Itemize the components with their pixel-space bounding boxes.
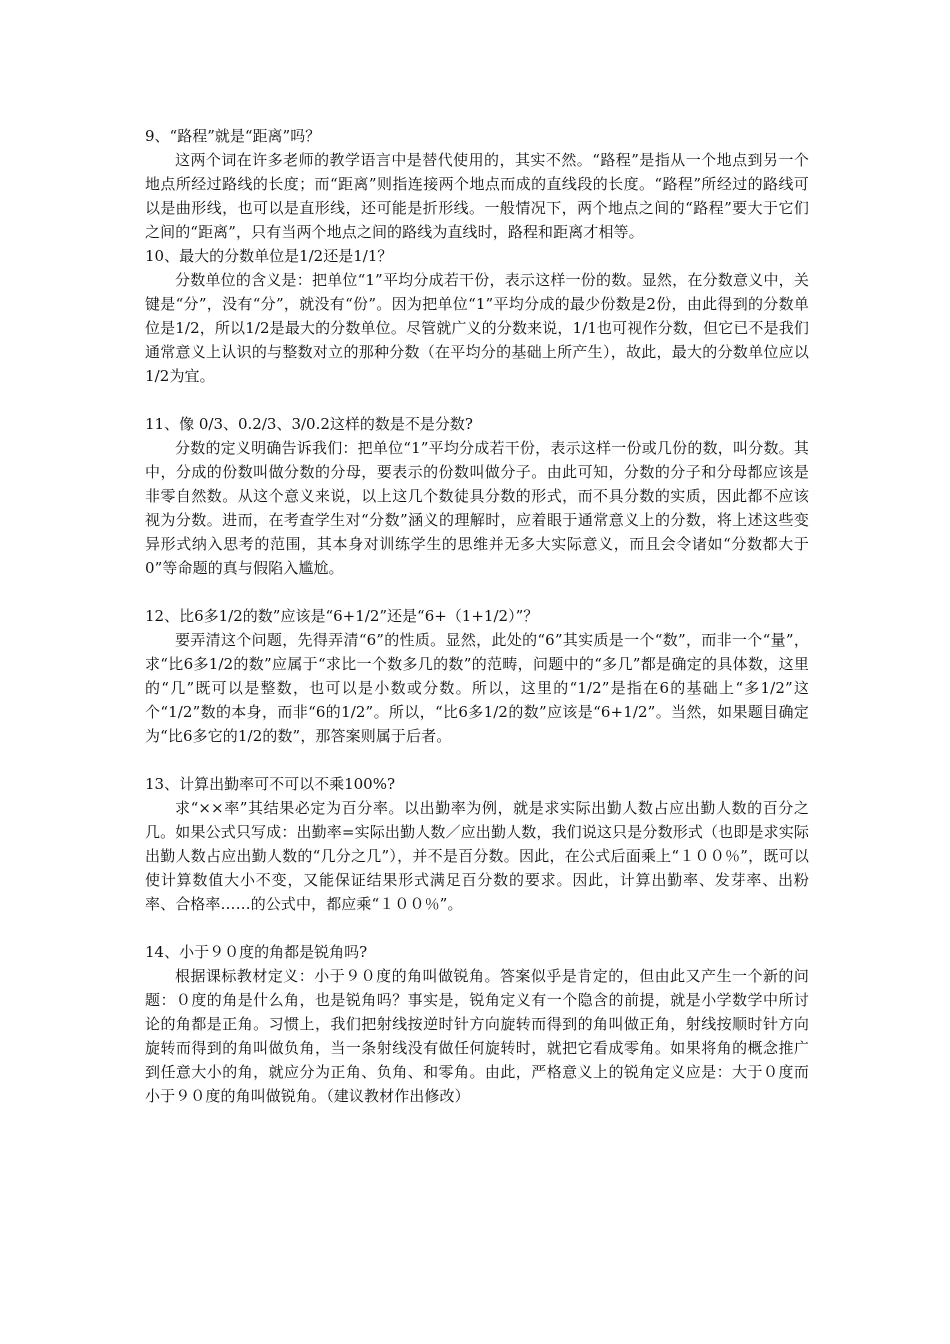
- question-title: 10、最大的分数单位是1/2还是1/1？: [145, 247, 393, 265]
- question-title: 12、比6多1/2的数”应该是“6+1/2”还是“6+（1+1/2）”？: [145, 607, 539, 625]
- section-spacer: [145, 916, 809, 940]
- question-title: 13、计算出勤率可不可以不乘100%?: [145, 775, 396, 793]
- question-13: [145, 772, 809, 916]
- section-spacer: [145, 748, 809, 772]
- question-answer: 根据课标教材定义：小于９０度的角叫做锐角。答案似乎是肯定的，但由此又产生一个新的问题：０度的角是什么角，也是锐角吗？事实是，锐角定义有一个隐含的前提，就是小学数学中所讨论的角都是正角。习惯上，我们把射线按逆时针方向旋转而得到的角叫做正角，射线按顺时针方向旋转而得到的角叫做负角，当一条射线没有做任何旋转时，就把它看成零角。如果将角的概念推广到任意大小的角，就应分为正角、负角、和零角。由此，严格意义上的锐角定义应是：大于０度而小于９０度的角叫做锐角。（建议教材作出修改）: [145, 967, 809, 1105]
- question-12: [145, 604, 809, 748]
- question-9: [145, 124, 809, 244]
- question-title: 14、小于９０度的角都是锐角吗?: [145, 943, 368, 961]
- question-10: [145, 244, 809, 388]
- question-answer: 要弄清这个问题，先得弄清“6”的性质。显然，此处的“6”其实质是一个“数”，而非一个“量”，求“比6多1/2的数”应属于“求比一个数多几的数”的范畴，问题中的“多几”都是确定的具体数，这里的“几”既可以是整数，也可以是小数或分数。所以，这里的“1/2”是指在6的基础上“多1/2”这个“1/2”数的本身，而非“6的1/2”。所以，“比6多1/2的数”应该是“6+1/2”。当然，如果题目确定为“比6多它的1/2的数”，那答案则属于后者。: [145, 631, 809, 745]
- question-answer: 这两个词在许多老师的教学语言中是替代使用的，其实不然。“路程”是指从一个地点到另一个地点所经过路线的长度；而“距离”则指连接两个地点而成的直线段的长度。“路程”所经过的路线可以是曲形线，也可以是直形线，还可能是折形线。一般情况下，两个地点之间的“路程”要大于它们之间的“距离”，只有当两个地点之间的路线为直线时，路程和距离才相等。: [145, 151, 809, 241]
- question-answer: 求“××率”其结果必定为百分率。以出勤率为例，就是求实际出勤人数占应出勤人数的百分之几。如果公式只写成：出勤率=实际出勤人数／应出勤人数，我们说这只是分数形式（也即是求实际出勤人数占应出勤人数的“几分之几”），并不是百分数。因此，在公式后面乘上“１００％”，既可以使计算数值大小不变，又能保证结果形式满足百分数的要求。因此，计算出勤率、发芽率、出粉率、合格率……的公式中，都应乘“１００％”。: [145, 799, 809, 913]
- question-title: 11、像 0/3、0.2/3、3/0.2这样的数是不是分数?: [145, 415, 473, 433]
- section-spacer: [145, 580, 809, 604]
- document-page: [145, 124, 809, 1108]
- question-14: [145, 940, 809, 1108]
- section-spacer: [145, 388, 809, 412]
- question-answer: 分数单位的含义是：把单位“1”平均分成若干份，表示这样一份的数。显然，在分数意义中，关键是“分”，没有“分”，就没有“份”。因为把单位“1”平均分成的最少份数是2份，由此得到的分数单位是1/2，所以1/2是最大的分数单位。尽管就广义的分数来说，1/1也可视作分数，但它已不是我们通常意义上认识的与整数对立的那种分数（在平均分的基础上所产生），故此，最大的分数单位应以1/2为宜。: [145, 271, 809, 385]
- question-title: 9、“路程”就是“距离”吗？: [145, 127, 321, 145]
- question-answer: 分数的定义明确告诉我们：把单位“1”平均分成若干份，表示这样一份或几份的数，叫分数。其中，分成的份数叫做分数的分母，要表示的份数叫做分子。由此可知，分数的分子和分母都应该是非零自然数。从这个意义来说，以上这几个数徒具分数的形式，而不具分数的实质，因此都不应该视为分数。进而，在考查学生对“分数”涵义的理解时，应着眼于通常意义上的分数，将上述这些变异形式纳入思考的范围，其本身对训练学生的思维并无多大实际意义，而且会令诸如“分数都大于0”等命题的真与假陷入尴尬。: [145, 439, 809, 577]
- question-11: [145, 412, 809, 580]
